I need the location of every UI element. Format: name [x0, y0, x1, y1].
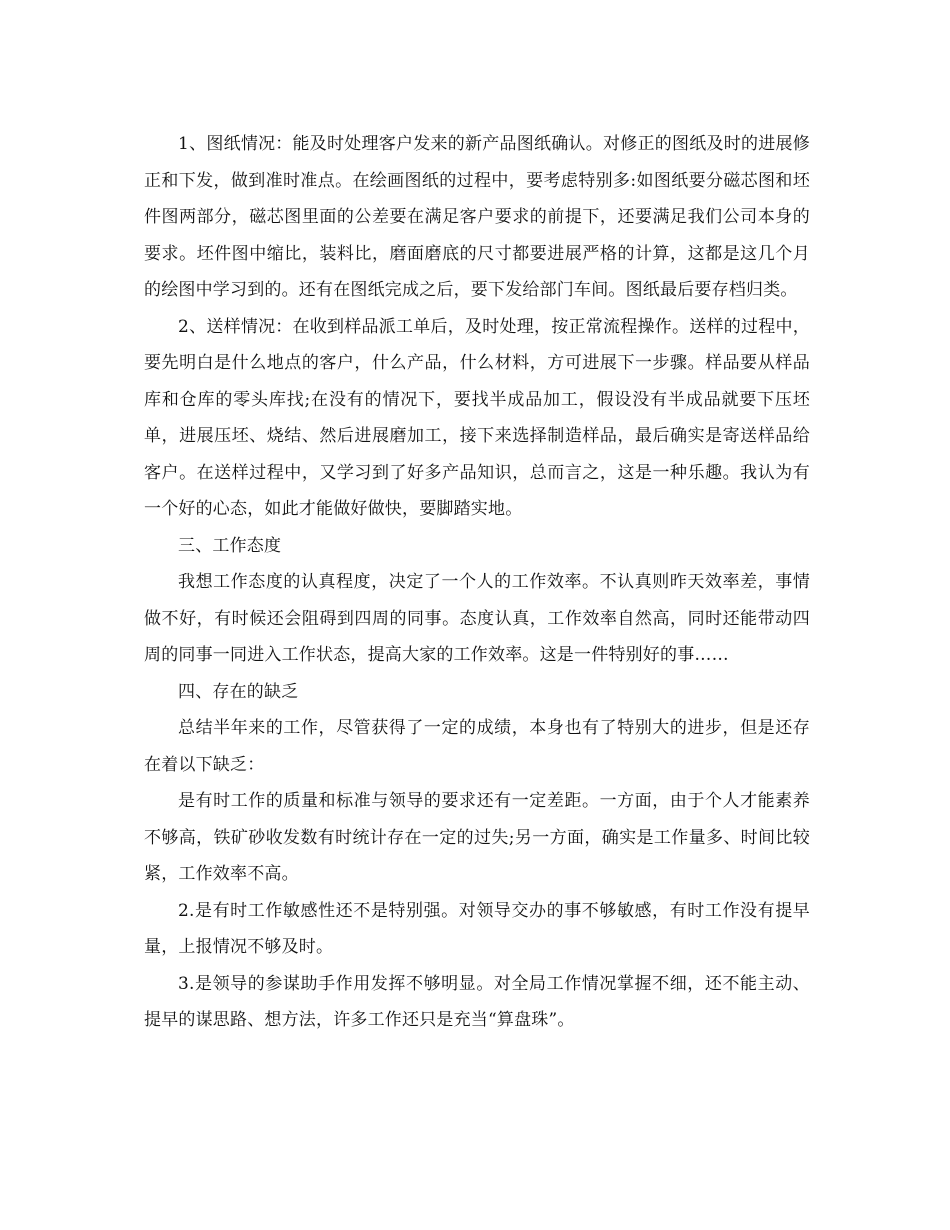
- paragraph-work-attitude: 我想工作态度的认真程度，决定了一个人的工作效率。不认真则昨天效率差，事情做不好，有时候还会阻碍到四周的同事。态度认真，工作效率自然高，同时还能带动四周的同事一同进入工作状态，提高大家的工作效率。这是一件特别好的事……: [144, 572, 810, 665]
- paragraph-drawing-status: 1、图纸情况：能及时处理客户发来的新产品图纸确认。对修正的图纸及时的进展修正和下发，做到准时准点。在绘画图纸的过程中，要考虑特别多:如图纸要分磁芯图和坯件图两部分，磁芯图里面的公差要在满足客户要求的前提下，还要满足我们公司本身的要求。坯件图中缩比，装料比，磨面磨底的尺寸都要进展严格的计算，这都是这几个月的绘图中学习到的。还有在图纸完成之后，要下发给部门车间。图纸最后要存档归类。: [144, 134, 810, 300]
- paragraph-shortcoming-3: 3.是领导的参谋助手作用发挥不够明显。对全局工作情况掌握不细，还不能主动、提早的谋思路、想方法，许多工作还只是充当“算盘珠”。: [144, 973, 810, 1030]
- paragraph-sample-status: 2、送样情况：在收到样品派工单后，及时处理，按正常流程操作。送样的过程中，要先明白是什么地点的客户，什么产品，什么材料，方可进展下一步骤。样品要从样品库和仓库的零头库找;在没有的情况下，要找半成品加工，假设没有半成品就要下压坯单，进展压坯、烧结、然后进展磨加工，接下来选择制造样品，最后确实是寄送样品给客户。在送样过程中，又学习到了好多产品知识，总而言之，这是一种乐趣。我认为有一个好的心态，如此才能做好做快，要脚踏实地。: [144, 316, 810, 519]
- paragraph-shortcoming-2: 2.是有时工作敏感性还不是特别强。对领导交办的事不够敏感，有时工作没有提早量，上报情况不够及时。: [144, 900, 810, 957]
- section-heading-shortcomings: 四、存在的缺乏: [178, 681, 299, 702]
- section-heading-work-attitude: 三、工作态度: [178, 535, 282, 556]
- paragraph-shortcomings-intro: 总结半年来的工作，尽管获得了一定的成绩，本身也有了特别大的进步，但是还存在着以下缺乏：: [144, 718, 810, 775]
- paragraph-shortcoming-1: 是有时工作的质量和标准与领导的要求还有一定差距。一方面，由于个人才能素养不够高，铁矿砂收发数有时统计存在一定的过失;另一方面，确实是工作量多、时间比较紧，工作效率不高。: [144, 791, 810, 884]
